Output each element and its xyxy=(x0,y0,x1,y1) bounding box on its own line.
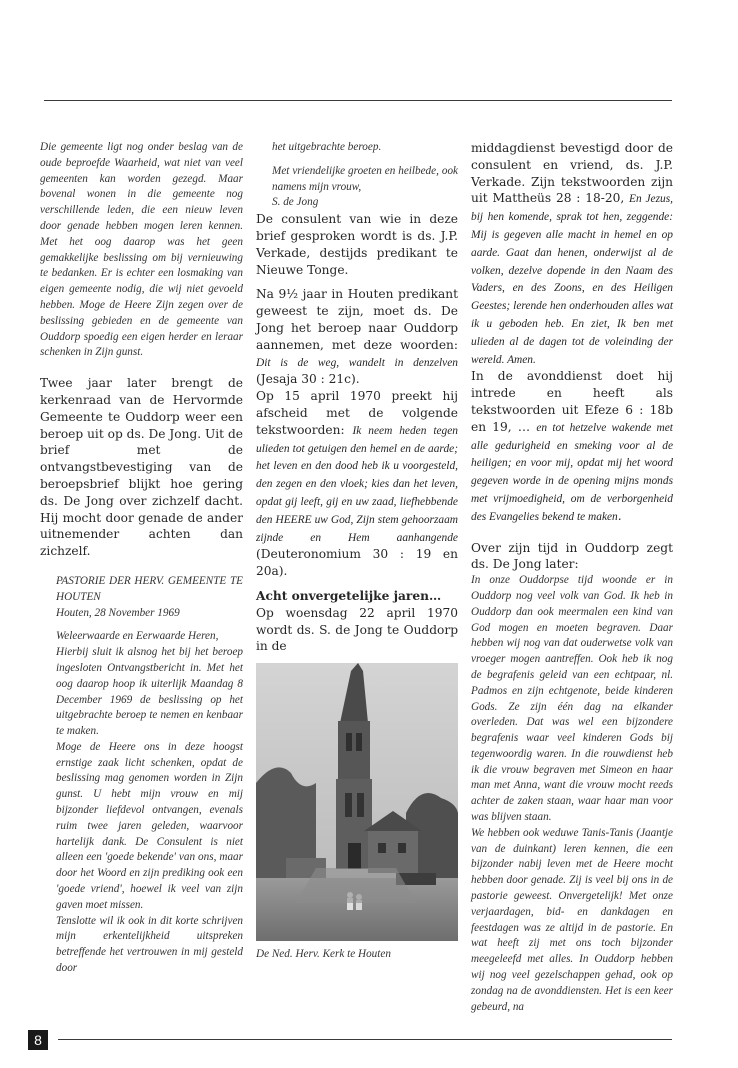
body-paragraph xyxy=(471,368,673,525)
page-number: 8 xyxy=(28,1030,48,1050)
text-run: Op 15 april 1970 preekt hij afscheid met de volgende tekstwoorden: xyxy=(256,389,458,437)
letter-heading: PASTORIE DER HERV. GEMEENTE TE HOUTEN xyxy=(56,574,243,603)
bible-quote: Ik neem heden tegen ulieden tot getuigen den hemel en de aarde; het leven en den dood heb ik u voorgesteld, den zegen en den vloek; kies dan het leven, opdat gij leeft, gij en uw zaad, liefhebbende den HEERE uw God, Zijn stem gehoorzaam zijnde en Hem aanhangende xyxy=(256,424,458,544)
letter-paragraph: Hierbij sluit ik alsnog het bij het beroep ingesloten Ontvangstbericht in. Met het oog daarop hoop ik uiterlijk Maandag 8 December 1969 de beslissing op het uitgebrachte beroep te nemen en kenbaar te maken. xyxy=(56,646,243,738)
column-3 xyxy=(471,140,673,1015)
letter-paragraph: Moge de Heere ons in deze hoogst ernstige zaak licht schenken, opdat de beslissing mag genomen worden in Zijn gunst. U hebt mijn vrouw en mij bijzonder liefdevol ontvangen, evenals ruim twee jaren geleden, waarvoor hartelijk dank. De Consulent is niet alleen een 'goede bekende' van ons, maar door het Woord en zijn prediking ook een 'goede vriend', hoewel ik veel van zijn gaven moet missen. xyxy=(56,740,243,911)
body-paragraph: De consulent van wie in deze brief gesproken wordt is ds. J.P. Verkade, destijds predikant te Nieuwe Tonge. xyxy=(256,212,458,277)
column-2 xyxy=(256,140,458,963)
column-1 xyxy=(40,140,243,977)
footer-rule xyxy=(58,1039,672,1040)
bible-quote: en tot hetzelve wakende met alle gedurigheid en smeking voor al de heiligen; en voor mij, opdat mij het woord gegeven worde in de opening mijns monds met vrijmoedigheid, om de verborgenheid des Evangelies bekend te maken xyxy=(471,421,673,523)
text-run: Na 9½ jaar in Houten predikant geweest te zijn, moet ds. De Jong het beroep naar Ouddorp aannemen, met deze woorden: xyxy=(256,287,458,352)
section-heading: Acht onvergetelijke jaren… xyxy=(256,588,442,603)
quote-paragraph: In onze Ouddorpse tijd woonde er in Ouddorp nog veel volk van God. Ik heb in Ouddorp dan ook meermalen een kind van God mogen en moeten begraven. Daar hebben wij nog van dat ouderwetse volk van vroeger mogen aantreffen. Ook heb ik nog de begrafenis geleid van een echtpaar, nl. Padmos en zijn echtgenote, beide kinderen Gods. Ze zijn één dag na elkander overleden. Dat was wel een bijzondere begrafenis waar veel kinderen Gods bij tegenwoordig waren. In die rouwdienst heb ik die vrouw begraven met Simeon en haar man met Anna, want die vrouw mocht reeds achter de zaken staan, waar haar man voor was blijven staan. xyxy=(471,574,673,824)
church-tower-illustration xyxy=(256,663,458,941)
body-paragraph: Twee jaar later brengt de kerkenraad van de Hervormde Gemeente te Ouddorp weer een beroep uit op ds. De Jong. Uit de brief met de ontvangstbevestiging van de beroepsbrief blijkt hoe gering ds. De Jong over zichzelf dacht. Hij mocht door genade de ander uitnemender achten dan zichzelf. xyxy=(40,376,243,559)
text-run: middagdienst bevestigd door de consulent en vriend, ds. J.P. Verkade. Zijn tekstwoorden zijn uit Mattheüs 28 : 18-20, xyxy=(471,141,673,206)
text-run: (Deuteronomium 30 : 19 en 20a). xyxy=(256,547,458,579)
body-paragraph xyxy=(471,140,673,368)
photo-caption: De Ned. Herv. Kerk te Houten xyxy=(256,948,391,961)
text-run: . xyxy=(617,508,622,523)
church-photo xyxy=(256,663,458,941)
quote-paragraph: We hebben ook weduwe Tanis-Tanis (Jaantje van de duinkant) leren kennen, die een bijzonder nabij leven met de Heere mocht hebben door genade. Zij is veel bij ons in de pastorie geweest. Onvergetelijk! Met onze verjaardagen, bid- en dankdagen en feestdagen was ze altijd in de pastorie. En wat heeft zij met ons toch bijzonder meegeleefd met alles. In Ouddorp hebben wij nog veel gezelschappen gehad, ook op zondag na de avonddiensten. Het is een keer gebeurd, na xyxy=(471,826,673,1013)
letter-paragraph: Tenslotte wil ik ook in dit korte schrijven mijn erkentelijkheid uitspreken betreffende het vertrouwen in mij gesteld door xyxy=(56,914,243,975)
letter-closing: Met vriendelijke groeten en heilbede, ook namens mijn vrouw, xyxy=(272,164,458,193)
body-paragraph xyxy=(256,388,458,580)
body-paragraph xyxy=(256,286,458,388)
bible-quote: Dit is de weg, wandelt in denzelven xyxy=(256,356,458,369)
letter-signature: S. de Jong xyxy=(272,196,319,209)
body-paragraph: Op woensdag 22 april 1970 wordt ds. S. de Jong te Ouddorp in de xyxy=(256,605,458,654)
text-run: (Jesaja 30 : 21c). xyxy=(256,372,360,387)
header-rule xyxy=(44,100,672,101)
letter-excerpt: Die gemeente ligt nog onder beslag van de oude beproefde Waarheid, wat niet van veel gemeenten kan worden gezegd. Maar bovenal wonen in die gemeente nog verschillende leden, die een nieuw leven door genade hebben mogen leren kennen. Met het oog daarop was het geen gemakkelijke beslissing om bij vernieuwing te bedanken. Er is echter een losmaking van eigen gemeente nodig, die wij niet gevoeld hebben. Moge de Heere Zijn zegen over de beslissing gebieden en de gemeente van Ouddorp spoedig een eigen herder en leraar schenken in Zijn gunst. xyxy=(40,141,243,359)
text-run: In de avonddienst doet hij intrede en heeft als tekstwoorden uit Efeze 6 : 18b en 19, … xyxy=(471,369,673,434)
letter-salutation: Weleerwaarde en Eerwaarde Heren, xyxy=(56,630,219,643)
letter-paragraph: het uitgebrachte beroep. xyxy=(272,141,382,153)
letter-date: Houten, 28 November 1969 xyxy=(56,606,180,619)
bible-quote: En Jezus, bij hen komende, sprak tot hen, zeggende: Mij is gegeven alle macht in hemel en op aarde. Gaat dan henen, onderwijst al de volken, dezelve dopende in den Naam des Vaders, en des Zoons, en des Heiligen Geestes; lerende hen onderhouden alles wat ik u geboden heb. En ziet, Ik ben met ulieden al de dagen tot de voleinding der wereld. Amen. xyxy=(471,193,673,366)
body-paragraph: Over zijn tijd in Ouddorp zegt ds. De Jong later: xyxy=(471,540,673,572)
